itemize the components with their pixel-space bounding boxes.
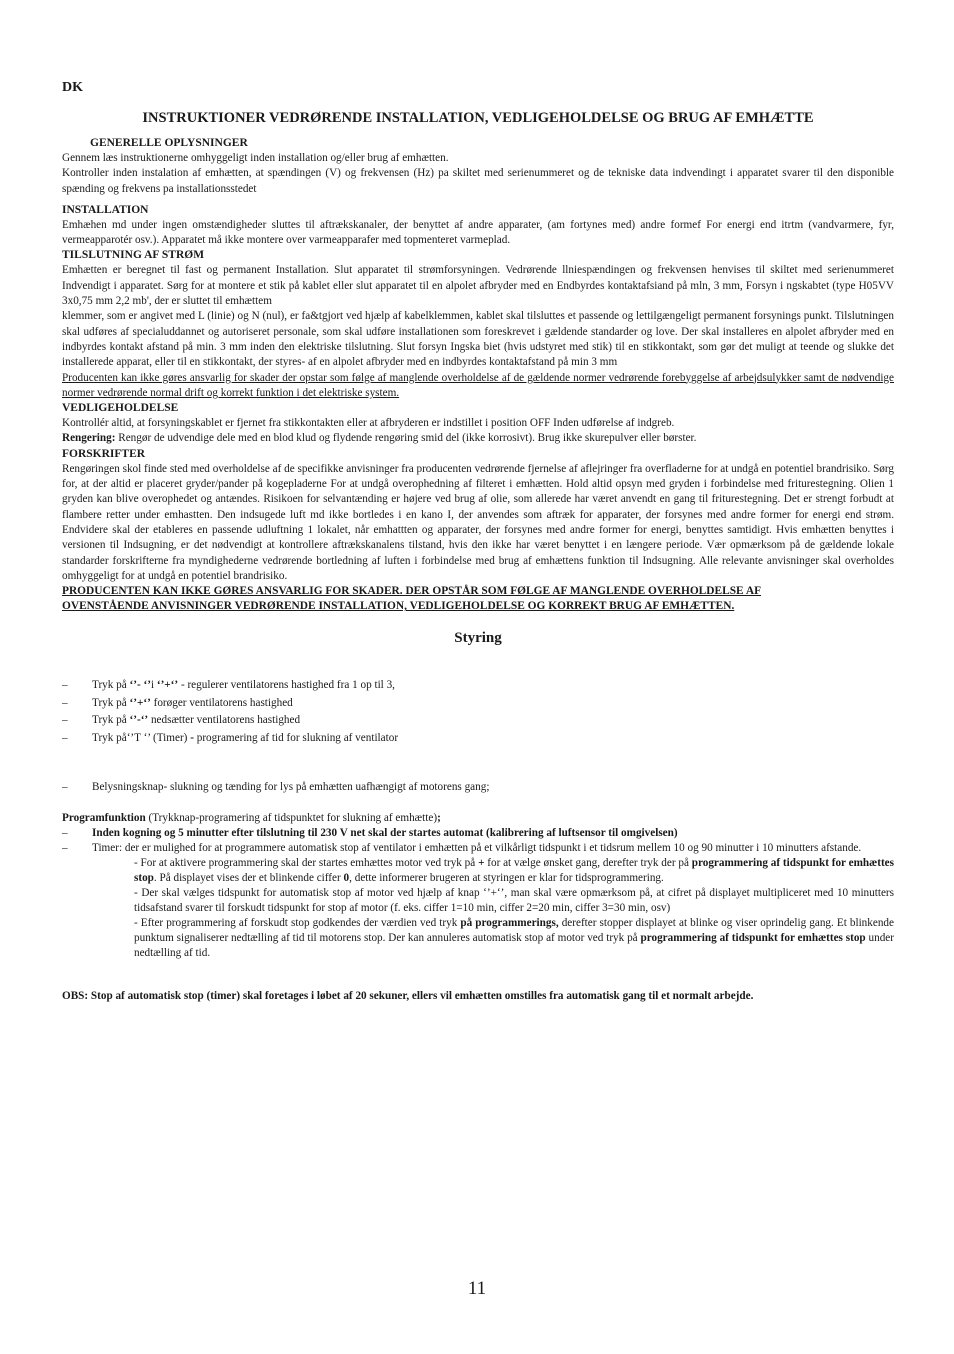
language-code: DK bbox=[62, 80, 83, 95]
control-list bbox=[62, 677, 894, 747]
obs-note: OBS: Stop af automatisk stop (timer) skal foretages i løbet af 20 sekuner, ellers vil emhætten omstilles fra automatisk gang til et normalt arbejde. bbox=[62, 989, 754, 1002]
page-number: 11 bbox=[467, 1278, 487, 1299]
dash-marker: – bbox=[62, 731, 68, 744]
dash-marker: – bbox=[62, 841, 68, 854]
light-list bbox=[62, 779, 894, 797]
cleaning-text: Rengør de udvendige dele med en blod klud og flydende rengøring smid del (ikke korrosivt). Brug ikke skurepulver eller børster. bbox=[115, 432, 697, 445]
dash-marker: – bbox=[62, 679, 68, 692]
rules-heading: FORSKRIFTER bbox=[62, 447, 146, 460]
power-heading: TILSLUTNING AF STRØM bbox=[62, 249, 205, 262]
program-step-3: - Efter programmering af forskudt stop godkendes der værdien ved tryk på programmerings, derefter stopper displayet at blinke og viser oprindelig gang. Et blinkende punktum signaliserer nedtælling af tid til motorens stop. Der kan annuleres automatisk stop af motor ved tryk på programmering af tidspunkt for emhættes stop under nedtælling af tid. bbox=[134, 916, 894, 959]
dash-marker: – bbox=[62, 696, 68, 709]
dash-marker: – bbox=[62, 714, 68, 727]
dash-marker: – bbox=[62, 826, 68, 839]
list-item: – Tryk på ‘’- ‘’i ‘’+‘’ - regulerer ventilatorens hastighed fra 1 op til 3, bbox=[62, 677, 894, 695]
list-item: – Tryk på ‘’+‘’ forøger ventilatorens hastighed bbox=[62, 695, 894, 713]
list-item bbox=[62, 779, 894, 797]
installation-paragraph: Emhæhen md under ingen omstændigheder sluttes til aftrækskanaler, der benyttet af andre apparater, (am fortynes med) andre formef For energi end itrtm (vandvarmere, fyr, vermeapparotér osv.). Apparatet må ikke montere over varmeapparafer med topmenteret varmeplad. bbox=[62, 218, 894, 247]
installation-heading: INSTALLATION bbox=[62, 203, 149, 216]
general-paragraph-1: Gennem læs instruktionerne omhyggeligt inden installation og/eller brug af emhætten. bbox=[62, 152, 449, 164]
general-heading: GENERELLE OPLYSNINGER bbox=[90, 137, 248, 149]
general-paragraph-2: Kontroller inden instalation af emhætten, at spændingen (V) og frekvensen (Hz) pa skiltet med serienummeret og de tekniske data indvendingt i apparatet svarer til den disponible spænding og frekvens pa installationsstedet bbox=[62, 167, 894, 195]
document-title: INSTRUKTIONER VEDRØRENDE INSTALLATION, VEDLIGEHOLDELSE OG BRUG AF EMHÆTTE bbox=[142, 110, 814, 126]
list-item bbox=[62, 841, 894, 856]
rules-paragraph: Rengøringen skol finde sted med overholdelse af de specifikke anvisninger fra producenten vedrørende fjernelse af aflejringer fra overfladerne for at undgå en potentiel brandrisiko. Sørg for, at der altid er placeret gryder/pander på kogepladerne For at undgå overophedning af filteret i emhætten. Hold altid opsyn med gryden i forbindelse med friturestegning. Olien 1 gryden kan blive overophedet og antændes. Risikoen for selvantænding er højere ved brug af olie, som allerede har været anvendt en gang til friturestegning. Det er strengt forbudt at flambere retter under emhastten. Den indsugede luft md ikke bortledes i en kano I, der anvendes som aftræk for apparater, der forsynes med andre former for energi end strøm. Endvidere skal der etableres en passende udluftning 1 lokalet, når emhattten og apparater, der forsynes med andre former for energi, benyttes samtidigt. Hvis emhætten benyttes i versionen til Indsugning, er det nødvendigt at kontrollere aftrækskanalens tilstand, hvis den ikke har været benyttet i en længere periode. Vær opmærksom på de gældende lokale standarder forskrifterne fra myndighederne vedrørende bortledning af luften i forbindelse med brug af emhættens funktion til Indsugning. Alle relevante anvisninger skal overholdes omhyggeligt for at undgå en potentiel brandrisiko. bbox=[62, 462, 895, 582]
warning-line-1: PRODUCENTEN KAN IKKE GØRES ANSVARLIG FOR SKADER. DER OPSTÅR SOM FØLGE AF MANGLENDE OVERHOLDELSE AF bbox=[62, 585, 762, 598]
program-list bbox=[62, 826, 894, 856]
maintenance-paragraph: Kontrollér altid, at forsyningskablet er fjernet fra stikkontakten eller at afbryderen er indstillet i position OFF Inden udførelse af indgreb. bbox=[62, 417, 675, 430]
program-heading: Programfunktion (Trykknap-programering af tidspunktet for slukning af emhætte); bbox=[62, 811, 441, 824]
page-content bbox=[62, 80, 894, 1004]
power-paragraph-1: Emhætten er beregnet til fast og permanent Installation. Slut apparatet til strømforsyningen. Vedrørende llniespændingen og frekvensen henvises til skiltet med serienummeret Indvendigt i apparatet. Sørg for at montere et stik på kablet eller slut apparatet til en alpolet afbryder med en Endbyrdes kontaktafsiand på mln, 3 mm, Forsyn i ngskabtet (type H05VV 3x0,75 mm 2,2 mb', der er sluttet til emhættem bbox=[62, 264, 894, 308]
maintenance-heading: VEDLIGEHOLDELSE bbox=[62, 402, 179, 415]
cleaning-paragraph bbox=[62, 431, 894, 446]
light-text: Belysningsknap- slukning og tænding for lys på emhætten uafhængigt af motorens gang; bbox=[92, 781, 490, 794]
cleaning-label: Rengering: bbox=[62, 432, 116, 445]
program-step-1: - For at aktivere programmering skal der startes emhættes motor ved tryk på + for at vælge ønsket gang, derefter tryk der på programmering af tidspunkt for emhættes stop. På displayet vises der et blinkende ciffer 0, dette informerer brugeren at styringen er klar for tidsprogrammering. bbox=[134, 856, 894, 884]
liability-note: Producenten kan ikke gøres ansvarlig for skader der opstar som følge af manglende overholdelse af de gældende normer vedrørende forebyggelse af arbejdsulykker samt de nødvendige normer vedrørende normal drift og korrekt funktion i det elektriske system. bbox=[62, 371, 894, 399]
power-paragraph-2: klemmer, som er angivet med L (linie) og N (nul), er fa&tgjort ved hjælp af kabelklemmen, kablet skal tilsluttes et passende og lettilgængeligt permanent forsynings punkt. Tilslutningen skal udføres af specialuddannet og autoriseret personale, som skal udføre installationen som foreskrevet i gældende standarder og love. Der skal installeres en alpolet afbryder med en indbyrdes kontakt afstand på min. 3 mm inden den elektriske tilslutning. Slut forsyn Ingska biet (hvis udstyret med stik) til en stikkontakt, som gør det muligt at teende og slukke det installerede apparat, eller til en stikkontakt, der styres- af en alpolet afbryder med en indbyrdes kontaktafstand på min 3 mm bbox=[62, 310, 894, 369]
list-item: – Tryk på ‘’-‘’ nedsætter ventilatorens hastighed bbox=[62, 712, 894, 730]
dash-marker: – bbox=[62, 781, 68, 794]
program-bullet-1: Inden kogning og 5 minutter efter tilslutning til 230 V net skal der startes automat (kalibrering af luftsensor til omgivelsen) bbox=[92, 826, 678, 839]
styring-heading: Styring bbox=[454, 630, 502, 647]
warning-line-2: OVENSTÅENDE ANVISNINGER VEDRØRENDE INSTALLATION, VEDLIGEHOLDELSE OG KORREKT BRUG AF EMHÆTTEN. bbox=[62, 600, 735, 613]
list-item: – Tryk på‘’T ‘’ (Timer) - programering af tid for slukning af ventilator bbox=[62, 730, 894, 748]
list-item bbox=[62, 826, 894, 841]
program-bullet-2: Timer: der er mulighed for at programmere automatisk stop af ventilator i emhætten på et vilkårligt tidspunkt i et tidsrum mellem 10 og 90 minutter i 10 minutters afstande. bbox=[92, 841, 862, 854]
program-step-2: - Der skal vælges tidspunkt for automatisk stop af motor ved hjælp af knap ‘’+‘’, man skal være opmærksom på, at cifret på displayet multipliceret med 10 minutters tidsafstand svarer til forskudt tidspunkt for stop af motor (f. eks. ciffer 1=10 min, ciffer 2=20 min, ciffer 3=30 min, osv) bbox=[134, 886, 894, 914]
